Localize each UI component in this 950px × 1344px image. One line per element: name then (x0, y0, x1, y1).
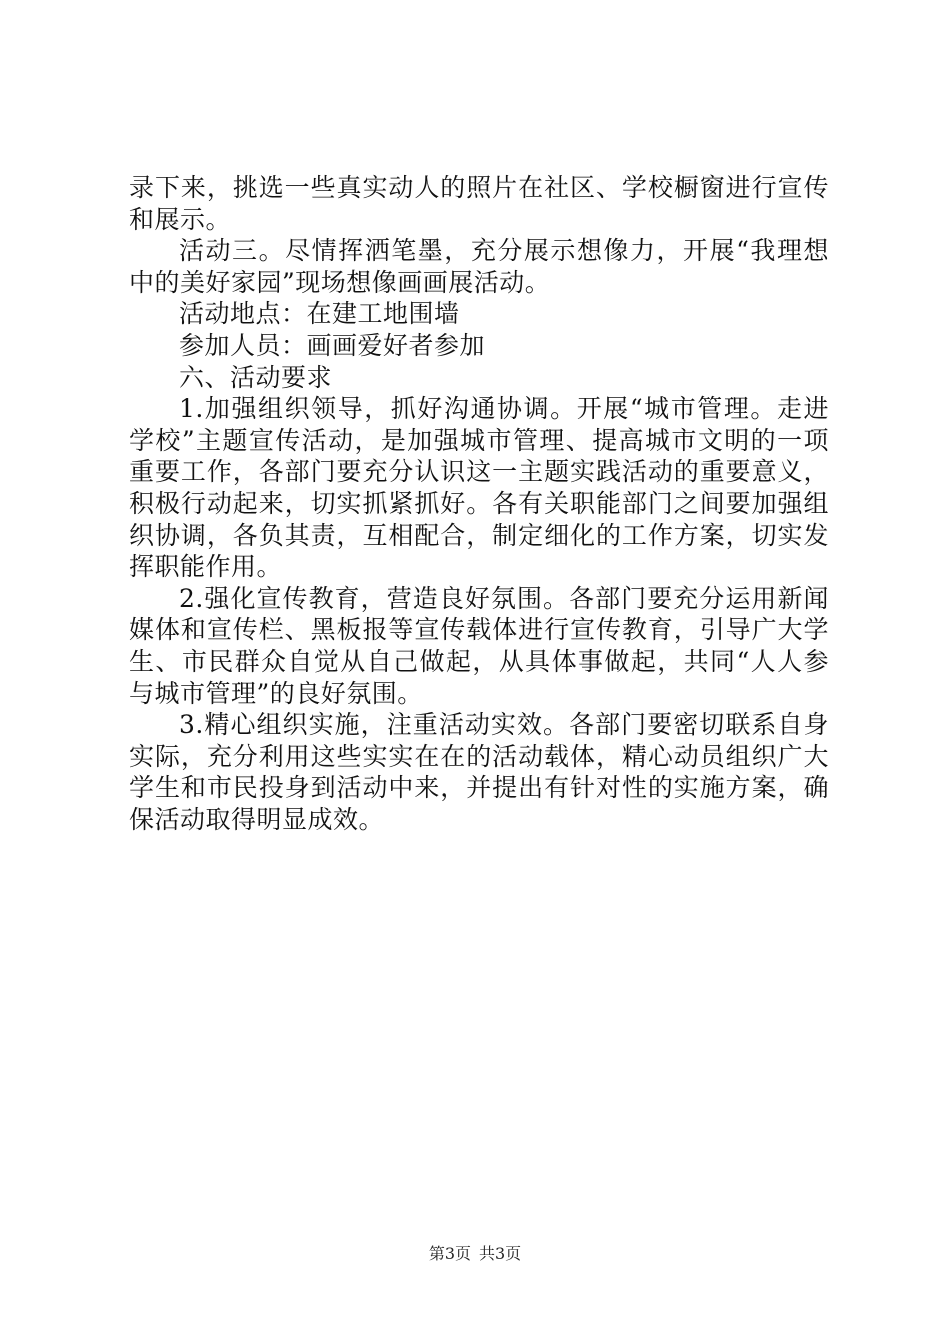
paragraph-participants: 参加人员：画画爱好者参加 (179, 330, 486, 360)
paragraph-activity-location: 活动地点：在建工地围墙 (179, 299, 460, 329)
paragraph-requirement-3: 3.精心组织实施，注重活动实效。各部门要密切联系自身实际，充分利用这些实实在在的活动载体，精心动员组织广大学生和市民投身到活动中来，并提出有针对性的实施方案，确保活动取得明显成效。 (129, 710, 829, 834)
paragraph-activity-three: 活动三。尽情挥洒笔墨，充分展示想像力，开展“我理想中的美好家园”现场想像画画展活动。 (129, 236, 829, 297)
paragraph-continuation: 录下来，挑选一些真实动人的照片在社区、学校橱窗进行宣传和展示。 (129, 173, 829, 234)
document-body (129, 172, 829, 835)
page-footer (0, 1244, 950, 1264)
paragraph-requirement-2: 2.强化宣传教育，营造良好氛围。各部门要充分运用新闻媒体和宣传栏、黑板报等宣传载体进行宣传教育，引导广大学生、市民群众自觉从自己做起，从具体事做起，共同“人人参与城市管理”的良好氛围。 (129, 583, 829, 708)
section-heading-requirements: 六、活动要求 (179, 362, 333, 392)
page-number: 第3页 (428, 1244, 471, 1263)
paragraph-requirement-1: 1.加强组织领导，抓好沟通协调。开展“城市管理。走进学校”主题宣传活动，是加强城市管理、提高城市文明的一项重要工作，各部门要充分认识这一主题实践活动的重要意义，积极行动起来，切实抓紧抓好。各有关职能部门之间要加强组织协调，各负其责，互相配合，制定细化的工作方案，切实发挥职能作用。 (129, 394, 829, 582)
page-total: 共3页 (479, 1244, 522, 1263)
